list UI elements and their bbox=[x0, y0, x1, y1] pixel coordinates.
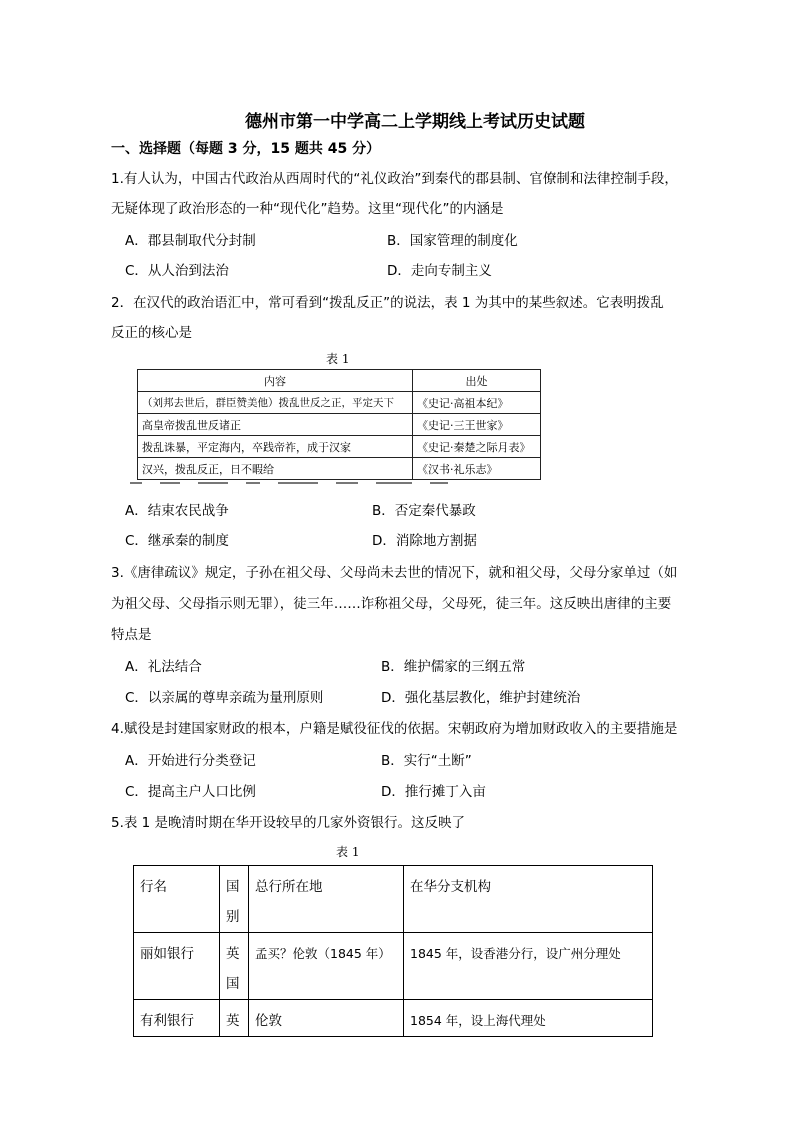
table-cell: 孟买？伦敦（1845 年） bbox=[249, 933, 404, 1000]
historical-quotes-table bbox=[137, 369, 541, 480]
table-header-row bbox=[134, 866, 653, 933]
table-cell: 《史记·高祖本纪》 bbox=[413, 392, 541, 414]
table-cell: 拨乱诛暴，平定海内，卒践帝祚，成于汉家 bbox=[138, 436, 413, 458]
table-cell: 1854 年，设上海代理处 bbox=[404, 1000, 653, 1037]
table-cell: 英国 bbox=[220, 933, 249, 1000]
question-3-option-a: A．礼法结合 bbox=[125, 659, 202, 675]
question-2-option-d: D．消除地方割据 bbox=[372, 533, 477, 549]
table-cell: 丽如银行 bbox=[134, 933, 220, 1000]
table-header-content: 内容 bbox=[138, 370, 413, 392]
page-title: 德州市第一中学高二上学期线上考试历史试题 bbox=[245, 112, 585, 132]
cropped-text-remnant bbox=[130, 482, 510, 487]
table-row bbox=[138, 414, 541, 436]
table-header-row bbox=[138, 370, 541, 392]
table-header-headquarters: 总行所在地 bbox=[249, 866, 404, 933]
question-3-option-b: B．维护儒家的三纲五常 bbox=[381, 659, 526, 675]
question-3-text-line3: 特点是 bbox=[111, 627, 152, 643]
table-cell: （刘邦去世后，群臣赞美他）拨乱世反之正，平定天下 bbox=[138, 392, 413, 414]
table-header-china-branches: 在华分支机构 bbox=[404, 866, 653, 933]
question-4-text-line1: 4.赋役是封建国家财政的根本，户籍是赋役征伐的依据。宋朝政府为增加财政收入的主要措施是 bbox=[111, 721, 678, 737]
question-2-option-a: A．结束农民战争 bbox=[125, 503, 229, 519]
question-4-option-b: B．实行“土断” bbox=[381, 753, 472, 769]
question-2-text-line2: 反正的核心是 bbox=[111, 325, 192, 341]
question-1-option-c: C．从人治到法治 bbox=[125, 263, 229, 279]
table-2-caption: 表 1 bbox=[336, 845, 360, 859]
table-row bbox=[138, 436, 541, 458]
table-cell: 英 bbox=[220, 1000, 249, 1037]
question-3-text-line1: 3.《唐律疏议》规定，子孙在祖父母、父母尚未去世的情况下，就和祖父母，父母分家单过（如 bbox=[111, 565, 678, 581]
table-1-caption: 表 1 bbox=[326, 352, 350, 366]
table-cell: 高皇帝拨乱世反诸正 bbox=[138, 414, 413, 436]
table-cell: 《史记·秦楚之际月表》 bbox=[413, 436, 541, 458]
question-4-option-a: A．开始进行分类登记 bbox=[125, 753, 256, 769]
question-2-option-c: C．继承秦的制度 bbox=[125, 533, 229, 549]
question-1-text-line1: 1.有人认为，中国古代政治从西周时代的“礼仪政治”到秦代的郡县制、官僚制和法律控制手段， bbox=[111, 171, 678, 187]
foreign-banks-table bbox=[133, 865, 653, 1037]
question-3-text-line2: 为祖父母、父母指示则无罪），徒三年……诈称祖父母，父母死，徒三年。这反映出唐律的主要 bbox=[111, 596, 672, 612]
question-2-option-b: B．否定秦代暴政 bbox=[372, 503, 476, 519]
section-heading: 一、选择题（每题 3 分，15 题共 45 分） bbox=[111, 141, 381, 157]
table-cell: 1845 年，设香港分行，设广州分理处 bbox=[404, 933, 653, 1000]
question-3-option-d: D．强化基层教化，维护封建统治 bbox=[381, 690, 581, 706]
table-cell: 伦敦 bbox=[249, 1000, 404, 1037]
question-1-text-line2: 无疑体现了政治形态的一种“现代化”趋势。这里“现代化”的内涵是 bbox=[111, 201, 504, 217]
question-1-option-a: A．郡县制取代分封制 bbox=[125, 233, 256, 249]
table-row bbox=[138, 392, 541, 414]
question-4-option-d: D．推行摊丁入亩 bbox=[381, 784, 486, 800]
table-header-country: 国别 bbox=[220, 866, 249, 933]
question-2-text-line1: 2．在汉代的政治语汇中，常可看到“拨乱反正”的说法，表 1 为其中的某些叙述。它表明拨乱 bbox=[111, 295, 664, 311]
table-row bbox=[134, 933, 653, 1000]
table-cell: 《史记·三王世家》 bbox=[413, 414, 541, 436]
table-cell: 有利银行 bbox=[134, 1000, 220, 1037]
table-header-source: 出处 bbox=[413, 370, 541, 392]
table-cell: 《汉书·礼乐志》 bbox=[413, 458, 541, 480]
question-4-option-c: C．提高主户人口比例 bbox=[125, 784, 256, 800]
table-header-bank-name: 行名 bbox=[134, 866, 220, 933]
question-1-option-d: D．走向专制主义 bbox=[387, 263, 492, 279]
table-row bbox=[134, 1000, 653, 1037]
table-cell: 汉兴，拨乱反正，日不暇给 bbox=[138, 458, 413, 480]
question-5-text-line1: 5.表 1 是晚清时期在华开设较早的几家外资银行。这反映了 bbox=[111, 815, 466, 831]
question-1-option-b: B．国家管理的制度化 bbox=[387, 233, 518, 249]
question-3-option-c: C．以亲属的尊卑亲疏为量刑原则 bbox=[125, 690, 324, 706]
table-row bbox=[138, 458, 541, 480]
